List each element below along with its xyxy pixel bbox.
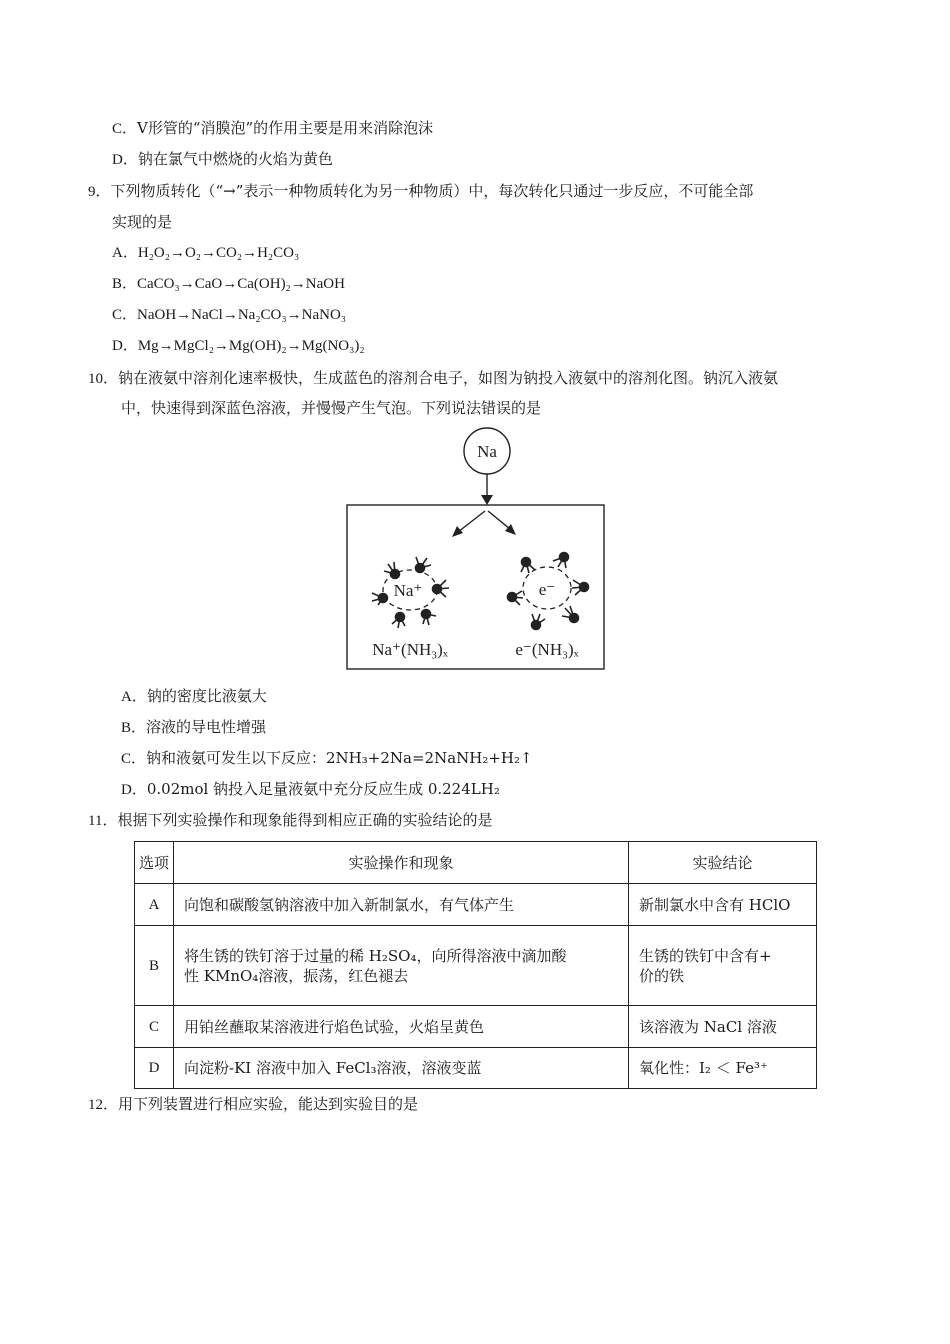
- header-option: 选项: [135, 842, 174, 884]
- header-conclusion: 实验结论: [629, 842, 817, 884]
- row-operation: 向淀粉-KI 溶液中加入 FeCl₃溶液，溶液变蓝: [174, 1048, 629, 1089]
- question-stem: 根据下列实验操作和现象能得到相应正确的实验结论的是: [117, 811, 493, 829]
- option-label: B．: [112, 276, 138, 292]
- q11-stem: [88, 810, 492, 831]
- row-conclusion: 氧化性：I₂ ＜ Fe³⁺: [629, 1048, 817, 1089]
- row-option: A: [135, 884, 174, 926]
- option-label: C．: [112, 307, 138, 323]
- question-stem: 用下列装置进行相应实验，能达到实验目的是: [118, 1095, 419, 1113]
- electron-label: e⁻: [538, 580, 556, 599]
- option-label: D．: [121, 782, 147, 798]
- question-stem-continued: 中，快速得到深蓝色溶液，并慢慢产生气泡。下列说法错误的是: [121, 399, 542, 417]
- table-row: [135, 884, 817, 926]
- sodium-cation-label: Na⁺: [393, 581, 423, 600]
- option-label: B．: [121, 720, 147, 736]
- q9-option-a: [112, 243, 299, 263]
- q8-option-d: [112, 149, 333, 170]
- sodium-cation-cluster: [372, 557, 449, 628]
- header-operation: 实验操作和现象: [174, 842, 629, 884]
- option-label: D．: [112, 152, 138, 168]
- option-text: 钠和液氨可发生以下反应：2NH₃+2Na=2NaNH₂+H₂↑: [146, 749, 533, 767]
- q10-stem-line1: [88, 368, 778, 389]
- q9-option-d: [112, 336, 365, 356]
- solvated-electron-cluster: [508, 553, 589, 630]
- q9-stem-line1: [88, 181, 753, 202]
- row-option: C: [135, 1006, 174, 1048]
- row-operation: 向饱和碳酸氢钠溶液中加入新制氯水，有气体产生: [174, 884, 629, 926]
- option-text: V形管的“消膜泡”的作用主要是用来消除泡沫: [137, 119, 434, 137]
- row-operation-line2: 性 KMnO₄溶液，振荡，红色褪去: [184, 966, 409, 985]
- option-label: C．: [112, 121, 138, 137]
- sodium-cation-caption: Na⁺(NH₃)ₓ: [372, 640, 448, 659]
- down-arrow-head-icon: [481, 495, 493, 505]
- q10-option-a: [121, 686, 267, 707]
- row-option: B: [135, 926, 174, 1006]
- table-row: [135, 1048, 817, 1089]
- solvation-diagram-svg: [340, 425, 610, 675]
- q9-option-b: [112, 274, 345, 294]
- option-formula: H₂O₂→O₂→CO₂→H₂CO₃: [137, 245, 300, 261]
- solvated-electron-caption: e⁻(NH₃)ₓ: [515, 640, 579, 659]
- row-option: D: [135, 1048, 174, 1089]
- option-label: A．: [112, 245, 138, 261]
- row-conclusion: 该溶液为 NaCl 溶液: [629, 1006, 817, 1048]
- question-stem: 下列物质转化（“→”表示一种物质转化为另一种物质）中，每次转化只通过一步反应，不可能全部: [110, 182, 754, 200]
- question-number: 9．: [88, 184, 111, 200]
- option-formula: Mg→MgCl₂→Mg(OH)₂→Mg(NO₃)₂: [137, 338, 365, 354]
- table-header-row: [135, 842, 817, 884]
- question-number: 10．: [88, 371, 119, 387]
- q9-option-c: [112, 305, 346, 325]
- option-label: A．: [121, 689, 147, 705]
- row-conclusion-line2: 价的铁: [639, 966, 685, 985]
- experiment-table: [134, 841, 817, 1089]
- row-conclusion-line1: 生锈的铁钉中含有+: [639, 946, 772, 965]
- row-conclusion: [629, 926, 817, 1006]
- q10-stem-line2: [121, 398, 541, 418]
- solvation-diagram: [340, 425, 610, 675]
- left-arrow-head-icon: [452, 526, 463, 537]
- row-operation: 用铂丝蘸取某溶液进行焰色试验，火焰呈黄色: [174, 1006, 629, 1048]
- question-stem: 钠在液氨中溶剂化速率极快，生成蓝色的溶剂合电子，如图为钠投入液氨中的溶剂化图。钠沉入液氨: [118, 369, 779, 387]
- option-text: 钠的密度比液氨大: [146, 687, 267, 705]
- option-formula: CaCO₃→CaO→Ca(OH)₂→NaOH: [137, 276, 345, 292]
- right-arrow-line: [488, 511, 510, 529]
- q10-option-d: [121, 779, 500, 800]
- question-stem-continued: 实现的是: [112, 213, 173, 231]
- q8-option-c: [112, 118, 433, 139]
- question-number: 11．: [88, 813, 118, 829]
- option-label: D．: [112, 338, 138, 354]
- option-label: C．: [121, 751, 147, 767]
- q12-stem: [88, 1094, 418, 1115]
- row-operation: [174, 926, 629, 1006]
- question-number: 12．: [88, 1097, 119, 1113]
- row-operation-line1: 将生锈的铁钉溶于过量的稀 H₂SO₄，向所得溶液中滴加酸: [184, 946, 567, 965]
- option-formula: NaOH→NaCl→Na₂CO₃→NaNO₃: [137, 307, 347, 323]
- left-arrow-line: [458, 511, 485, 532]
- q10-option-c: [121, 748, 533, 769]
- option-text: 溶液的导电性增强: [146, 718, 267, 736]
- sodium-label: Na: [477, 442, 497, 461]
- q9-stem-line2: [112, 212, 172, 232]
- option-text: 0.02mol 钠投入足量液氨中充分反应生成 0.224LH₂: [146, 780, 500, 798]
- table-row: [135, 1006, 817, 1048]
- option-text: 钠在氯气中燃烧的火焰为黄色: [137, 150, 333, 168]
- q10-option-b: [121, 717, 266, 738]
- row-conclusion: 新制氯水中含有 HClO: [629, 884, 817, 926]
- table-row: [135, 926, 817, 1006]
